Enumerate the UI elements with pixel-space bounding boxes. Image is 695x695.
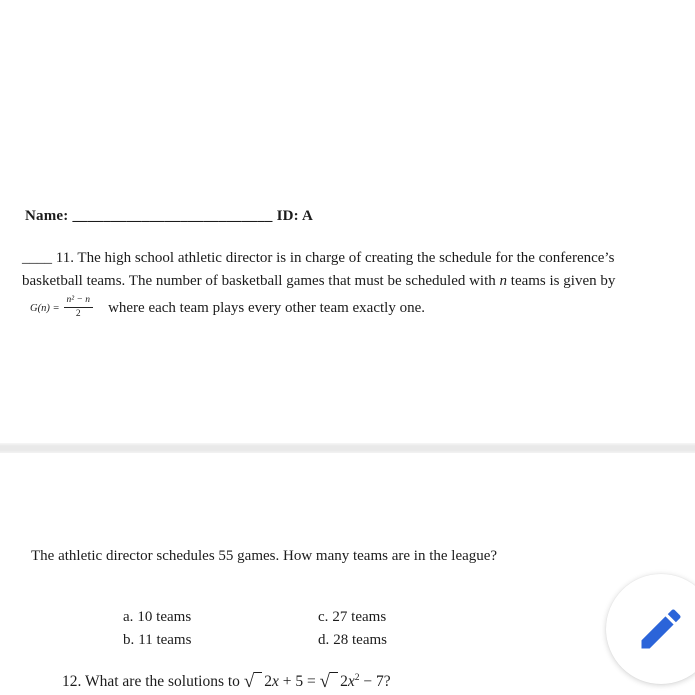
page-break-divider — [0, 443, 695, 453]
option-text: 10 teams — [137, 609, 192, 625]
pencil-icon — [635, 603, 687, 655]
formula-lhs: G(n) = — [30, 302, 60, 314]
option-letter: a. — [123, 609, 134, 625]
variable-n: n — [499, 273, 508, 289]
question-11-line2 — [22, 273, 615, 290]
radical-sign: √ — [319, 671, 331, 692]
expr2-rest: − 7? — [359, 673, 391, 690]
exponent-2: 2 — [354, 671, 360, 683]
id-label: ID: A — [276, 208, 314, 224]
answer-option-b — [123, 632, 191, 649]
option-text: 28 teams — [333, 632, 387, 648]
question-11-line2-tail: teams is given by — [507, 273, 616, 289]
option-text: 27 teams — [332, 609, 387, 625]
question-11-line2-text: basketball teams. The number of basketball games that must be scheduled with — [22, 273, 500, 289]
radical-vinculum — [254, 672, 262, 673]
option-text: 11 teams — [138, 632, 192, 648]
option-letter: d. — [318, 632, 330, 648]
answer-option-a — [123, 609, 191, 626]
name-label: Name: — [25, 208, 69, 224]
radical-vinculum — [330, 672, 338, 673]
question-11-line1: ____ 11. The high school athletic director is in charge of creating the schedule for the conference’s — [22, 250, 615, 266]
expr1-rest: + 5 = — [278, 673, 320, 690]
answer-option-d — [318, 632, 387, 649]
fraction-numerator: n² − n — [64, 296, 94, 308]
question-12-text: 12. What are the solutions to — [62, 673, 244, 690]
name-id-header — [25, 208, 313, 225]
answer-option-c — [318, 609, 386, 626]
question-11-prompt: The athletic director schedules 55 games. How many teams are in the league? — [31, 548, 498, 564]
edit-fab-button[interactable] — [606, 574, 695, 684]
option-letter: b. — [123, 632, 135, 648]
fraction-denominator: 2 — [75, 309, 81, 320]
formula-description: where each team plays every other team exactly one. — [108, 299, 425, 316]
variable-x: x — [272, 673, 279, 690]
variable-x: x — [347, 673, 355, 690]
name-blank-line: __________________________ — [72, 208, 273, 224]
formula-fraction — [64, 296, 94, 320]
question-12-line — [62, 672, 391, 691]
expr1-coefficient: 2 — [264, 673, 272, 690]
games-formula — [30, 293, 425, 323]
expr2-coefficient: 2 — [340, 673, 348, 690]
radical-sign: √ — [243, 671, 255, 692]
option-letter: c. — [318, 609, 329, 625]
